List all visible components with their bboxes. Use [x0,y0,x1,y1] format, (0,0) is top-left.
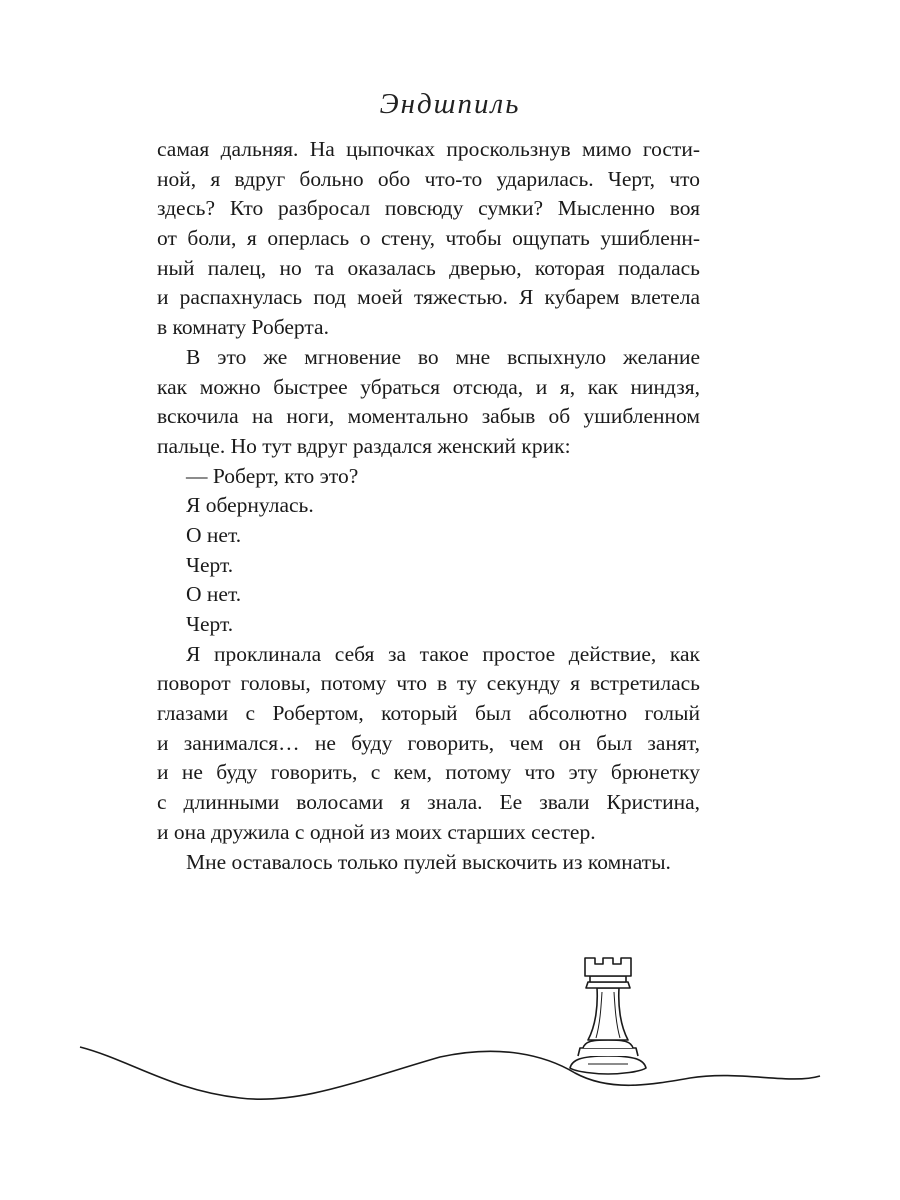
text-line: Черт. [186,612,234,636]
text-line: О нет. [186,582,242,607]
text-line: здесь? Кто разбросал повсюду сумки? Мысленно воя [157,196,700,221]
text-line: пальце. Но тут вдруг раздался женский крик: [157,433,571,458]
text-line: с длинными волосами я знала. Ее звали Кристина, [157,790,700,815]
text-line: глазами с Робертом, который был абсолютно голый [157,701,700,726]
text-line: Мне оставалось только пулей выскочить из комнаты. [186,849,671,874]
chess-ornament [0,940,900,1100]
text-line: от боли, я оперлась о стену, чтобы ощупать ушибленн- [157,226,700,251]
text-line: — Роберт, кто это? [186,463,359,488]
chess-rook-icon [570,958,646,1074]
body-text [157,135,700,877]
text-line: О нет. [186,522,242,547]
text-line: как можно быстрее убраться отсюда, и я, как ниндзя, [157,374,700,399]
text-line: в комнату Роберта. [157,315,329,340]
text-line: и не буду говорить, с кем, потому что эту брюнетку [157,760,700,785]
text-line: и она дружила с одной из моих старших сестер. [157,819,596,844]
text-line: Черт. [186,552,234,577]
text-line: поворот головы, потому что в ту секунду я встретилась [157,671,700,696]
text-line: вскочила на ноги, моментально забыв об ушибленном [157,404,700,429]
text-line: В это же мгновение во мне вспыхнуло желание [186,344,700,369]
text-line: и распахнулась под моей тяжестью. Я кубарем влетела [157,285,700,310]
text-line: ный палец, но та оказалась дверью, которая подалась [157,255,700,280]
text-line: самая дальняя. На цыпочках проскользнув мимо гости- [157,137,700,161]
wave-line [80,1047,820,1099]
text-line: Я проклинала себя за такое простое действие, как [186,641,700,666]
text-line: ной, я вдруг больно обо что-то ударилась. Черт, что [157,166,700,191]
text-line: и занимался… не буду говорить, чем он был занят, [157,730,700,755]
running-head-title: Эндшпиль [379,88,521,120]
text-line: Я обернулась. [186,493,314,518]
